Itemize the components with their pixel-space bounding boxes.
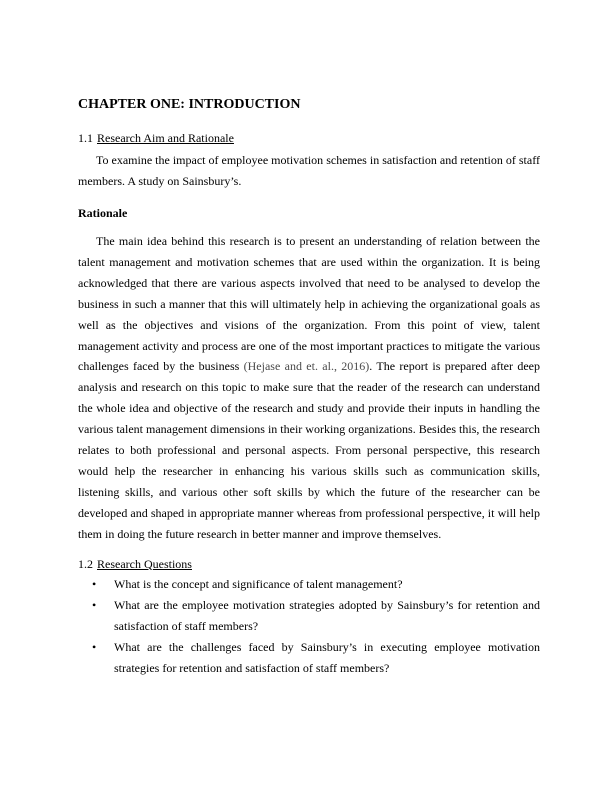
section-number: 1.1 xyxy=(78,131,93,145)
research-aim-paragraph: To examine the impact of employee motivation schemes in satisfaction and retention of staff members. A study on Sainsbury’s. xyxy=(78,153,540,188)
bullet-icon: • xyxy=(92,597,97,612)
list-item xyxy=(78,595,540,637)
list-item xyxy=(78,637,540,679)
bullet-icon: • xyxy=(92,576,97,591)
rationale-text-part-2: . The report is prepared after deep analysis and research on this topic to make sure that the reader of the research can understand the whole idea and objective of the research and study and provide their inputs in handling the various talent management dimensions in their working organizations. Besides this, the research relates to both professional and personal aspects. From personal perspective, this research would help the researcher in enhancing his various skills such as communication skills, listening skills, and various other soft skills by which the future of the researcher can be developed and shaped in appropriate manner whereas from professional perspective, it will help them in doing the future research in better manner and improve themselves. xyxy=(78,359,540,541)
chapter-title: CHAPTER ONE: INTRODUCTION xyxy=(78,97,301,112)
section-number: 1.2 xyxy=(78,556,93,571)
bullet-icon: • xyxy=(92,639,97,654)
rationale-text-part-1: The main idea behind this research is to present an understanding of relation between the talent management and motivation schemes that are used within the organization. It is being acknowledged that there are various aspects involved that need to be analysed to develop the business in such a manner that this will ultimately help in achieving the organizational goals as well as the objectives and visions of the organization. From this point of view, talent management activity and process are one of the most important practices to mitigate the various challenges faced by the business xyxy=(78,234,540,374)
section-title: Research Aim and Rationale xyxy=(97,131,234,145)
research-questions-list xyxy=(78,574,540,679)
section-heading-research-questions xyxy=(78,556,540,572)
rationale-paragraph xyxy=(78,231,540,545)
list-item xyxy=(78,574,540,595)
question-text: What are the employee motivation strategies adopted by Sainsbury’s for retention and satisfaction of staff members? xyxy=(114,597,540,633)
section-heading-research-aim xyxy=(78,130,540,146)
question-text: What is the concept and significance of talent management? xyxy=(114,576,403,591)
section-title: Research Questions xyxy=(97,556,192,571)
question-text: What are the challenges faced by Sainsbury’s in executing employee motivation strategies for retention and satisfaction of staff members? xyxy=(114,639,540,675)
rationale-heading: Rationale xyxy=(78,206,128,220)
citation: (Hejase and et. al., 2016) xyxy=(243,359,370,374)
page-content xyxy=(78,96,540,679)
